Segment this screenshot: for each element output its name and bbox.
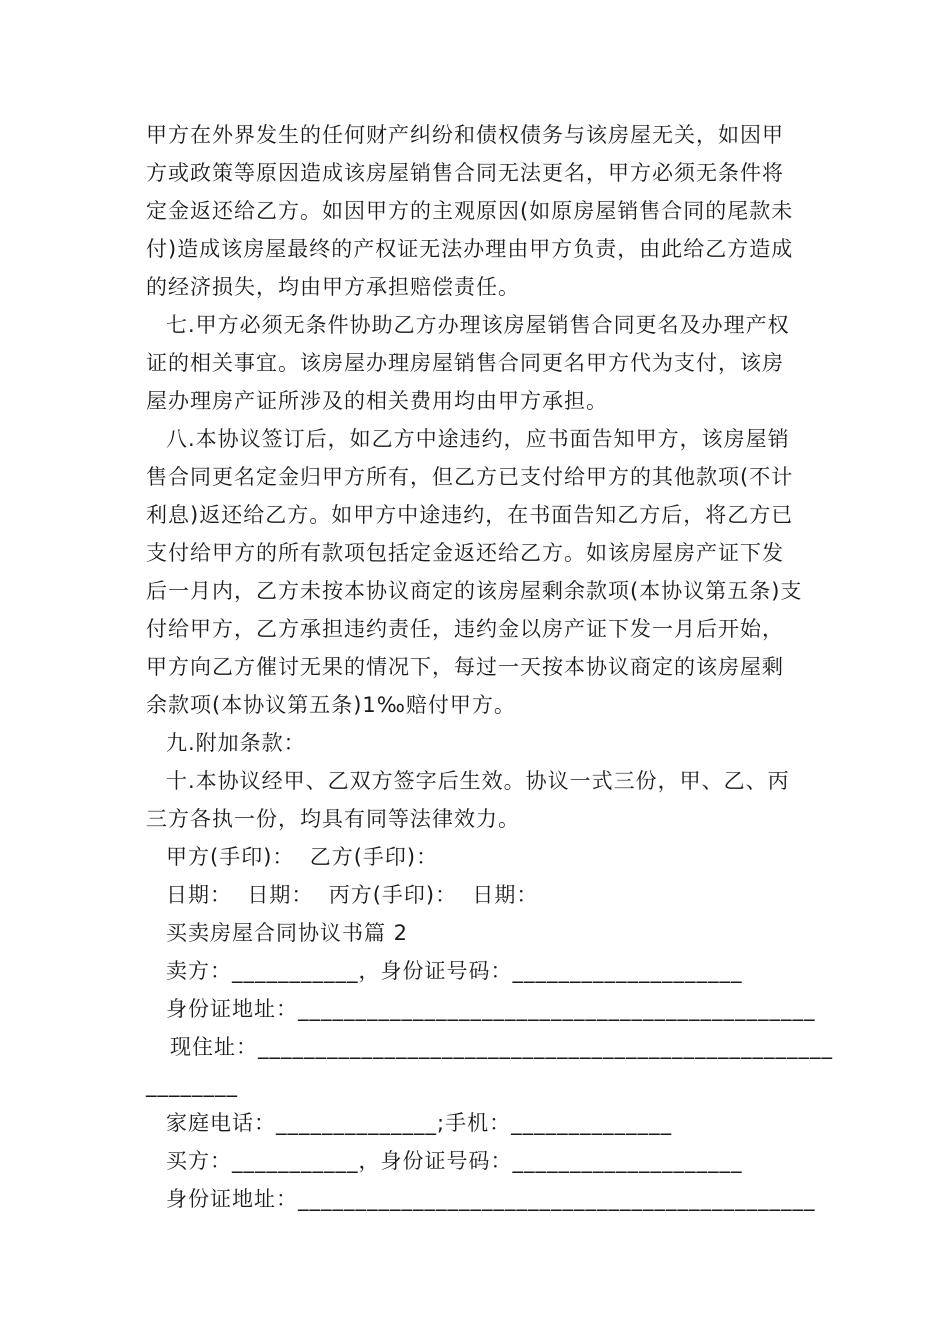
seller-current-address-field: 现住址：__________________________________________________	[170, 1035, 833, 1059]
text-line: 付给甲方，乙方承担违约责任，违约金以房产证下发一月后开始，	[146, 617, 784, 641]
text-line: 甲方在外界发生的任何财产纠纷和债权债务与该房屋无关，如因甲	[146, 123, 784, 147]
text-line: 证的相关事宜。该房屋办理房屋销售合同更名甲方代为支付，该房	[146, 351, 784, 375]
text-line: 后一月内，乙方未按本协议商定的该房屋剩余款项(本协议第五条)支	[146, 579, 803, 603]
section-title: 买卖房屋合同协议书篇 2	[166, 921, 409, 945]
text-line: 余款项(本协议第五条)1‰赔付甲方。	[146, 693, 516, 717]
phone-field: 家庭电话：______________;手机：______________	[166, 1111, 673, 1135]
seller-id-address-field: 身份证地址：_____________________________________________	[166, 997, 816, 1021]
date-line: 日期： 日期： 丙方(手印)： 日期：	[166, 883, 539, 907]
text-line: 的经济损失，均由甲方承担赔偿责任。	[146, 275, 520, 299]
buyer-field: 买方：___________，身份证号码：____________________	[166, 1149, 743, 1173]
clause-7: 七.甲方必须无条件协助乙方办理该房屋销售合同更名及办理产权	[166, 313, 790, 337]
text-line: 支付给甲方的所有款项包括定金返还给乙方。如该房屋房产证下发	[146, 541, 784, 565]
text-line: 三方各执一份，均具有同等法律效力。	[146, 807, 520, 831]
text-line: 付)造成该房屋最终的产权证无法办理由甲方负责，由此给乙方造成	[146, 237, 794, 261]
seller-field: 卖方：___________，身份证号码：____________________	[166, 959, 743, 983]
text-line: 甲方向乙方催讨无果的情况下，每过一天按本协议商定的该房屋剩	[146, 655, 784, 679]
text-line: 方或政策等原因造成该房屋销售合同无法更名，甲方必须无条件将	[146, 161, 784, 185]
text-line: 定金返还给乙方。如因甲方的主观原因(如原房屋销售合同的尾款未	[146, 199, 794, 223]
text-line: 售合同更名定金归甲方所有，但乙方已支付给甲方的其他款项(不计	[146, 465, 794, 489]
signature-line: 甲方(手印)： 乙方(手印)：	[166, 845, 439, 869]
text-line: 利息)返还给乙方。如甲方中途违约，在书面告知乙方后，将乙方已	[146, 503, 794, 527]
clause-8: 八.本协议签订后，如乙方中途违约，应书面告知甲方，该房屋销	[166, 427, 790, 451]
buyer-id-address-field: 身份证地址：_____________________________________________	[166, 1187, 816, 1211]
clause-9: 九.附加条款：	[166, 731, 306, 755]
clause-10: 十.本协议经甲、乙双方签字后生效。协议一式三份，甲、乙、丙	[166, 769, 790, 793]
address-continuation: ________	[146, 1073, 238, 1097]
text-line: 屋办理房产证所涉及的相关费用均由甲方承担。	[146, 389, 608, 413]
